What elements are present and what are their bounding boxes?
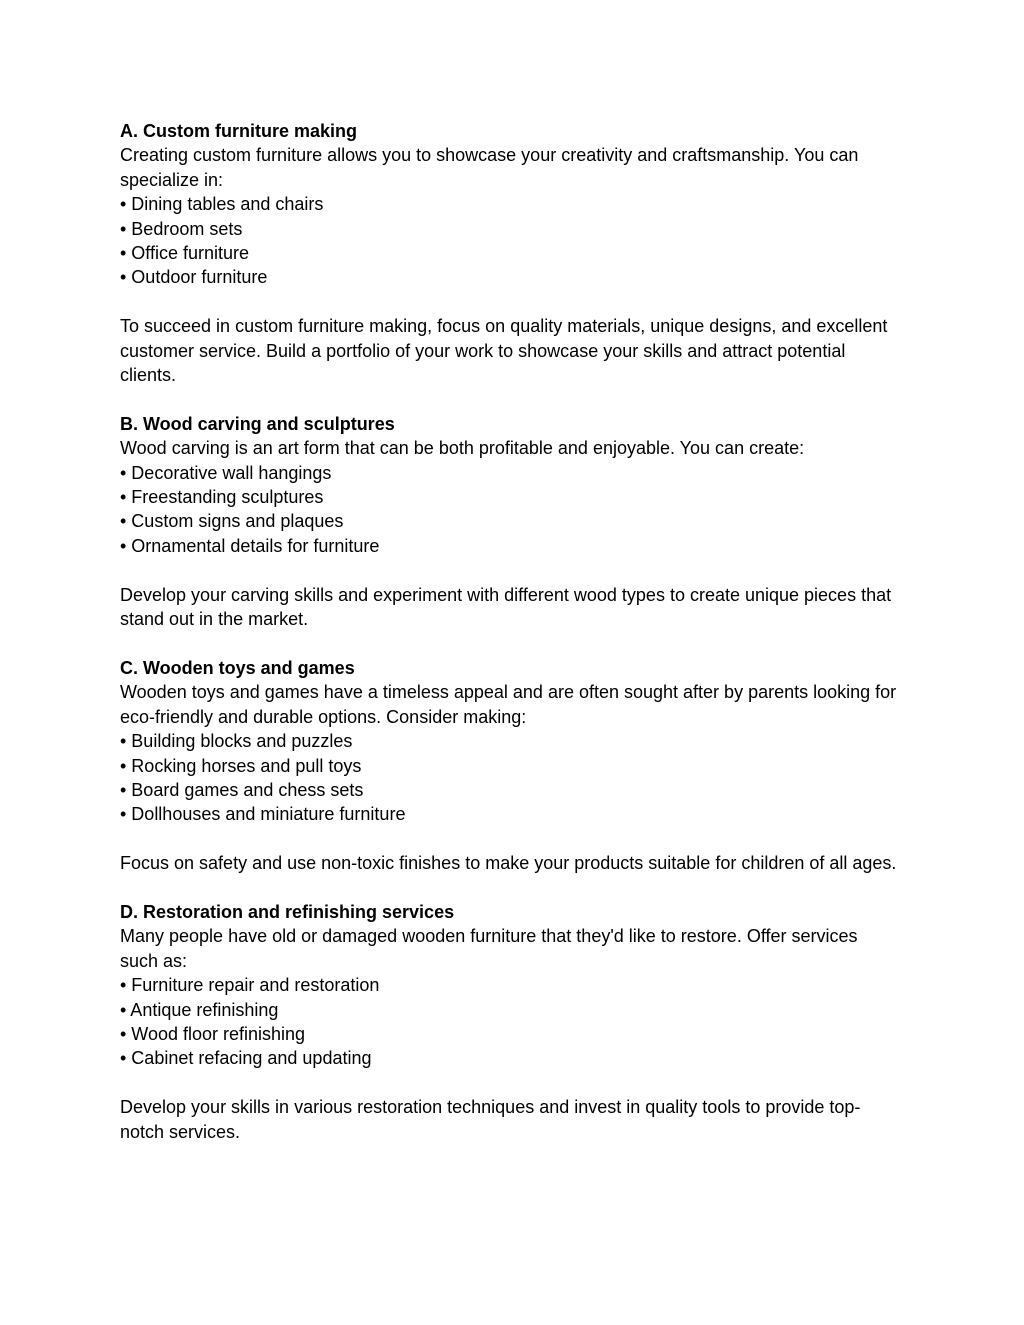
list-item: • Rocking horses and pull toys [120,755,362,776]
list-item: • Furniture repair and restoration [120,975,380,996]
bullet-list [120,461,900,559]
list-item: • Outdoor furniture [120,267,268,288]
list-item: • Antique refinishing [120,999,279,1020]
list-item: • Wood floor refinishing [120,1023,306,1044]
section-heading: B. Wood carving and sculptures [120,413,395,434]
bullet-list [120,973,900,1071]
section-intro: Creating custom furniture allows you to showcase your creativity and craftsmanship. You can specialize in: [120,145,859,190]
list-item: • Building blocks and puzzles [120,731,353,752]
list-item: • Dollhouses and miniature furniture [120,804,406,825]
section-custom-furniture [120,119,900,387]
list-item: • Decorative wall hangings [120,462,332,483]
list-item: • Dining tables and chairs [120,194,324,215]
bullet-list [120,729,900,827]
section-intro: Many people have old or damaged wooden furniture that they'd like to restore. Offer services such as: [120,926,858,971]
list-item: • Bedroom sets [120,218,243,239]
section-intro: Wooden toys and games have a timeless appeal and are often sought after by parents looking for eco-friendly and durable options. Consider making: [120,682,897,727]
document-page [120,119,900,1144]
section-restoration [120,900,900,1144]
section-wooden-toys [120,656,900,876]
list-item: • Ornamental details for furniture [120,535,380,556]
section-closing: Develop your skills in various restoration techniques and invest in quality tools to provide top-notch services. [120,1097,861,1142]
section-intro: Wood carving is an art form that can be both profitable and enjoyable. You can create: [120,438,805,459]
list-item: • Office furniture [120,243,250,264]
list-item: • Board games and chess sets [120,779,364,800]
bullet-list [120,192,900,290]
section-closing: To succeed in custom furniture making, focus on quality materials, unique designs, and excellent customer service. Build a portfolio of your work to showcase your skills and attract potential clients. [120,316,888,386]
section-wood-carving [120,412,900,632]
list-item: • Freestanding sculptures [120,487,324,508]
section-heading: A. Custom furniture making [120,121,358,141]
list-item: • Cabinet refacing and updating [120,1048,372,1069]
section-closing: Focus on safety and use non-toxic finishes to make your products suitable for children of all ages. [120,853,897,874]
section-closing: Develop your carving skills and experiment with different wood types to create unique pieces that stand out in the market. [120,584,892,630]
section-heading: C. Wooden toys and games [120,657,355,678]
list-item: • Custom signs and plaques [120,511,344,532]
section-heading: D. Restoration and refinishing services [120,901,455,922]
